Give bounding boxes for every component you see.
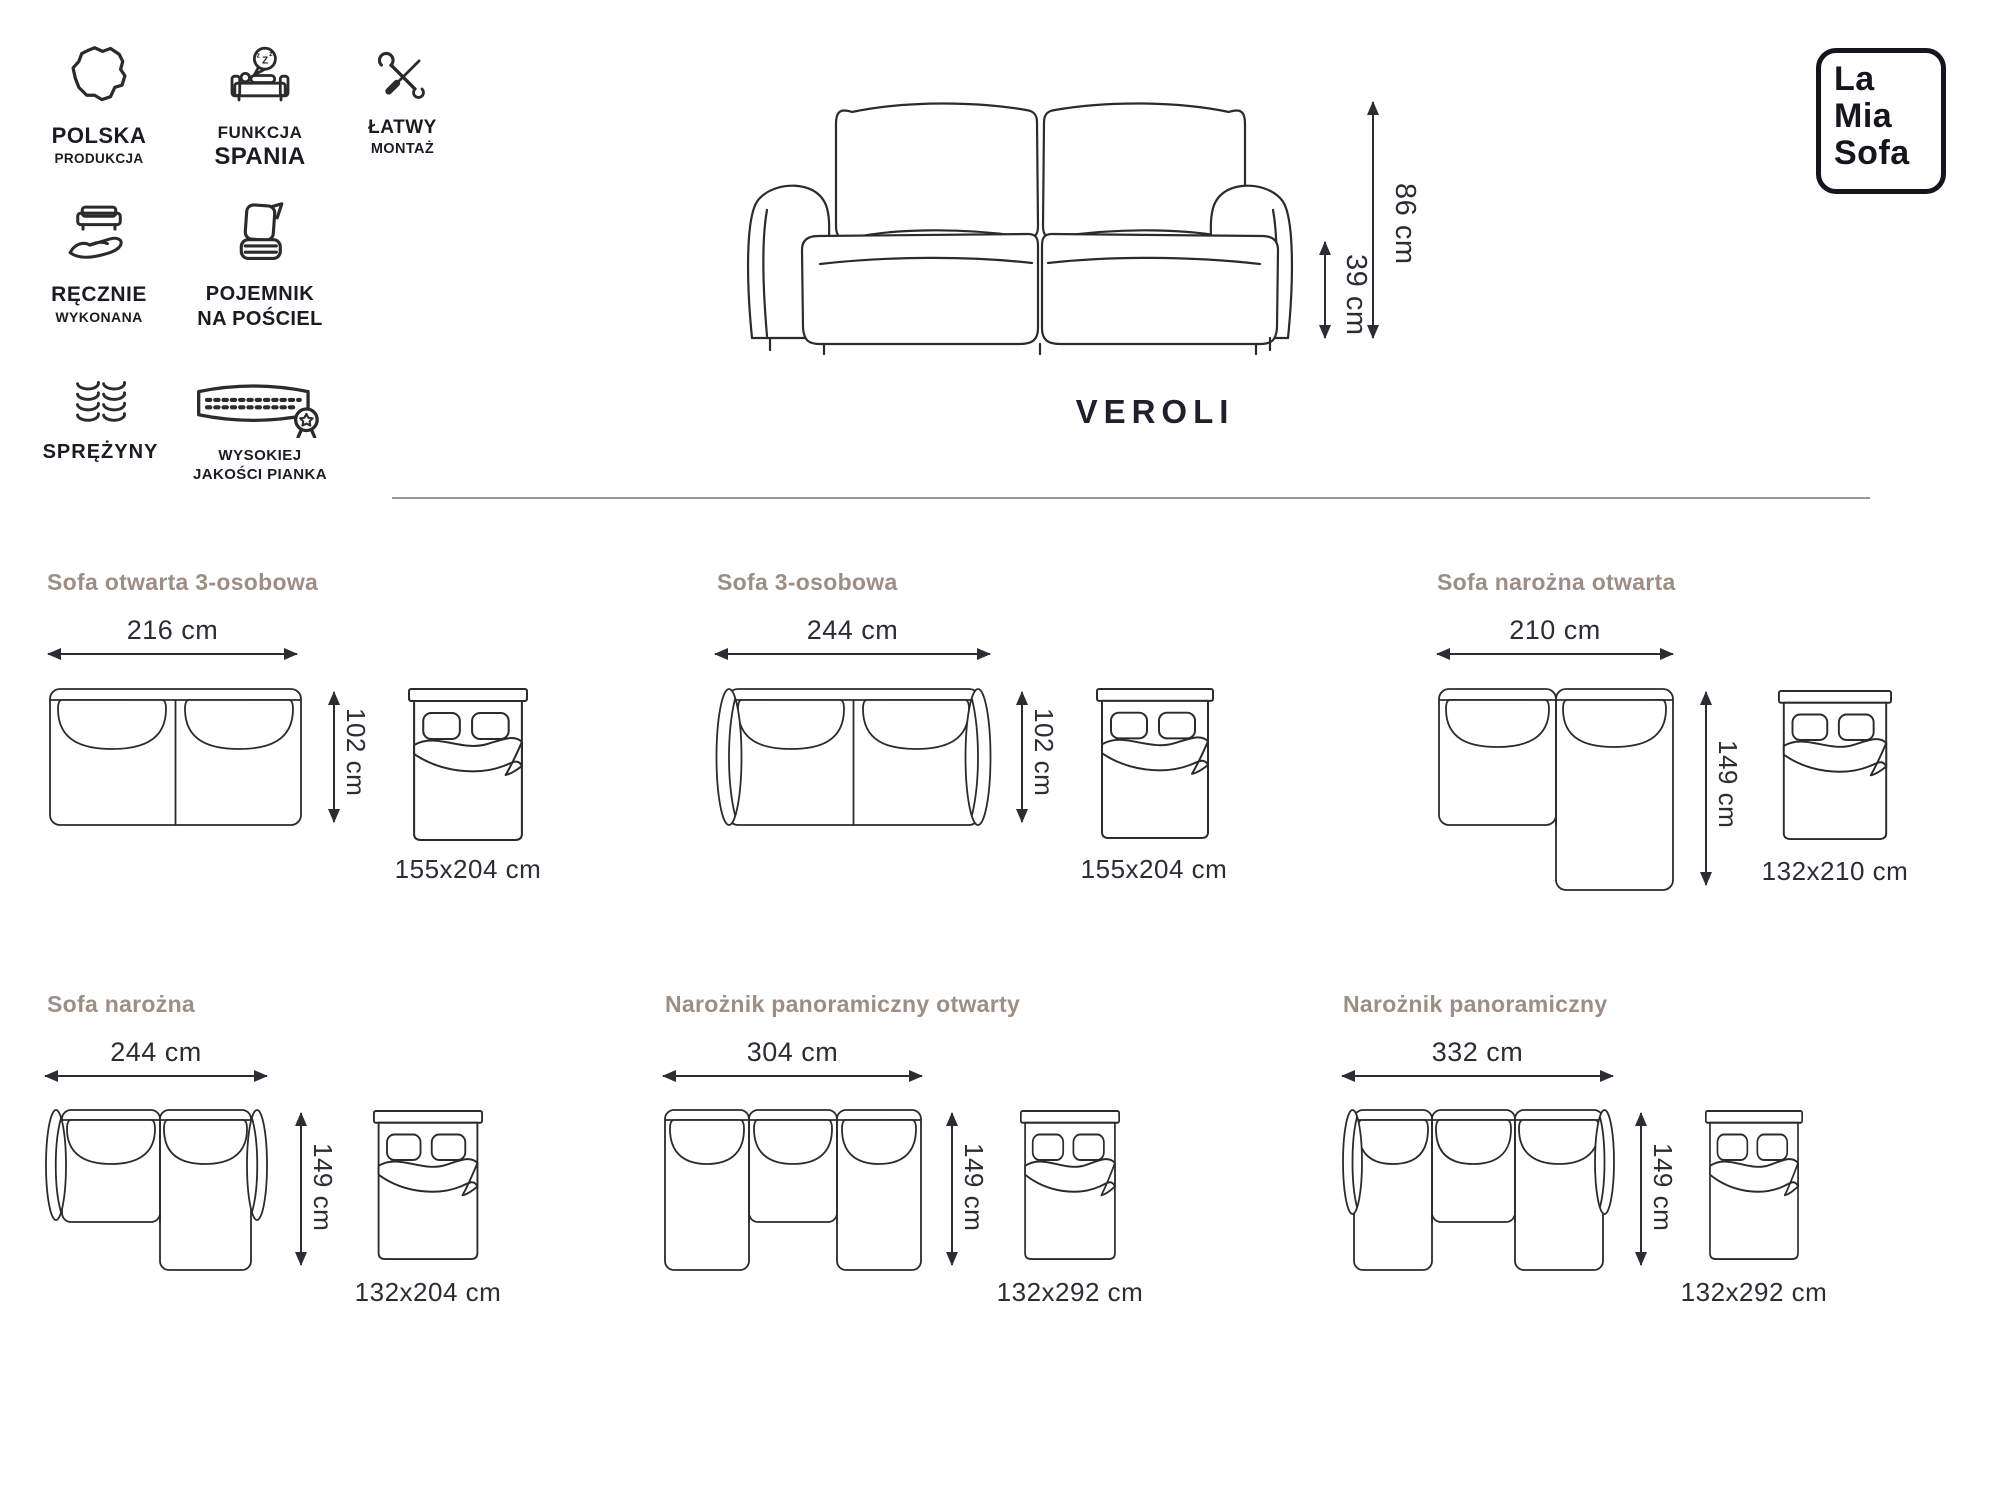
depth-dimension-arrow <box>1640 1113 1642 1265</box>
depth-dimension-label: 102 cm <box>1029 708 1059 797</box>
bed-top-view-drawing <box>1705 1110 1803 1262</box>
width-dimension-arrow <box>1342 1075 1613 1077</box>
feature-sublabel: MONTAŻ <box>370 141 435 157</box>
z-glyph: z <box>256 52 260 60</box>
depth-dimension-arrow <box>1705 692 1707 885</box>
variant-title: Narożnik panoramiczny <box>1343 991 1608 1017</box>
width-dimension-label: 210 cm <box>1509 615 1601 645</box>
sofa-top-view <box>1342 1108 1615 1272</box>
poland-map-icon <box>63 42 135 114</box>
bed-top-view-drawing <box>373 1110 483 1262</box>
feature-recznie-wykonana <box>33 198 165 325</box>
width-dimension-arrow <box>45 1075 267 1077</box>
bed-size-label: 155x204 cm <box>1080 854 1228 884</box>
height-dimension-arrow <box>1372 102 1374 338</box>
logo-line: Sofa <box>1834 134 1910 172</box>
depth-dimension-label: 149 cm <box>1713 740 1743 829</box>
depth-dimension-label: 149 cm <box>308 1143 338 1232</box>
bed-icon <box>1096 688 1214 841</box>
width-dimension-label: 216 cm <box>126 615 219 645</box>
feature-sublabel: WYKONANA <box>55 309 143 325</box>
height-dimension-label: 86 cm <box>1389 183 1421 265</box>
variant-title: Sofa 3-osobowa <box>717 569 898 595</box>
feature-label: SPRĘŻYNY <box>42 441 159 463</box>
bed-size-label: 132x292 cm <box>996 1277 1144 1307</box>
depth-dimension-arrow <box>1021 692 1023 822</box>
variant-title: Sofa narożna <box>47 991 196 1017</box>
bed-size-label: 132x210 cm <box>1761 856 1909 886</box>
width-dimension-label: 304 cm <box>746 1037 839 1067</box>
bed-top-view-drawing <box>408 688 528 843</box>
depth-dimension-label: 149 cm <box>1648 1143 1678 1232</box>
bed-icon <box>408 688 528 843</box>
feature-sublabel: SPANIA <box>214 143 306 170</box>
variant-sofa-3-osobowa <box>710 565 1270 915</box>
width-dimension-arrow <box>48 653 297 655</box>
depth-dimension-label: 149 cm <box>959 1143 989 1232</box>
depth-dimension-arrow <box>333 692 335 822</box>
bed-icon <box>1705 1110 1803 1262</box>
variant-naroznik-panoramiczny-otwarty <box>660 985 1220 1335</box>
feature-sprezyny <box>38 372 163 464</box>
bed-size-label: 155x204 cm <box>394 854 542 884</box>
feature-label: FUNKCJA <box>217 123 303 142</box>
la-mia-sofa-logo <box>1816 48 1946 194</box>
width-dimension-label: 244 cm <box>110 1037 202 1067</box>
feature-label: POJEMNIK <box>205 283 315 305</box>
bed-size-label: 132x292 cm <box>1680 1277 1828 1307</box>
bed-size-label: 132x204 cm <box>354 1277 502 1307</box>
feature-label: RĘCZNIE <box>51 283 147 306</box>
easy-assembly-icon <box>372 46 434 108</box>
feature-latwy-montaz <box>350 46 455 157</box>
feature-pojemnik-na-posciel <box>190 196 330 331</box>
handmade-icon <box>61 198 137 274</box>
bed-icon <box>1020 1110 1120 1262</box>
feature-funkcja-spania <box>190 44 330 171</box>
feature-wysokiej-jakosci-pianka <box>180 380 340 483</box>
sofa-front-view-drawing <box>740 88 1300 358</box>
depth-dimension-arrow <box>951 1113 953 1265</box>
feature-sublabel: PRODUKCJA <box>54 151 144 166</box>
variant-naroznik-panoramiczny <box>1340 985 1900 1335</box>
bedding-storage-icon <box>221 196 299 274</box>
bed-icon <box>1778 690 1892 842</box>
quality-foam-icon <box>192 380 328 438</box>
seat-height-dimension-label: 39 cm <box>1340 254 1372 336</box>
springs-icon <box>68 372 134 432</box>
sofa-top-view <box>48 687 303 827</box>
sofa-top-view <box>1437 687 1675 892</box>
variant-title: Sofa otwarta 3-osobowa <box>47 569 319 595</box>
sofa-top-view <box>663 1108 923 1272</box>
variant-sofa-narozna <box>40 985 600 1335</box>
sleep-function-icon <box>225 44 295 114</box>
feature-label: ŁATWY <box>368 117 437 138</box>
depth-dimension-arrow <box>300 1113 302 1265</box>
z-glyph: Z <box>262 55 269 67</box>
width-dimension-label: 244 cm <box>806 615 899 645</box>
sofa-top-view <box>715 687 992 828</box>
bed-icon <box>373 1110 483 1262</box>
bed-top-view-drawing <box>1096 688 1214 841</box>
depth-dimension-label: 102 cm <box>341 708 371 797</box>
width-dimension-label: 332 cm <box>1431 1037 1524 1067</box>
z-glyph: z <box>269 50 273 58</box>
width-dimension-arrow <box>715 653 990 655</box>
feature-sublabel: NA POŚCIEL <box>197 308 323 330</box>
bed-top-view-drawing <box>1020 1110 1120 1262</box>
feature-label: WYSOKIEJ <box>218 447 302 464</box>
seat-height-dimension-arrow <box>1324 242 1326 338</box>
logo-line: Mia <box>1834 97 1893 135</box>
width-dimension-arrow <box>663 1075 922 1077</box>
logo-line: La <box>1834 60 1875 98</box>
width-dimension-arrow <box>1437 653 1673 655</box>
variant-title: Narożnik panoramiczny otwarty <box>665 991 1021 1017</box>
section-divider <box>392 497 1870 499</box>
variant-sofa-narozna-otwarta <box>1430 565 1990 915</box>
feature-polska-produkcja <box>35 42 163 166</box>
product-name: VEROLI <box>1075 393 1235 430</box>
variant-sofa-otwarta-3-osobowa <box>40 565 600 915</box>
bed-top-view-drawing <box>1778 690 1892 842</box>
variant-title: Sofa narożna otwarta <box>1437 569 1676 595</box>
sofa-top-view <box>45 1108 268 1272</box>
feature-label: POLSKA <box>51 123 147 148</box>
feature-sublabel: JAKOŚCI PIANKA <box>193 466 327 483</box>
